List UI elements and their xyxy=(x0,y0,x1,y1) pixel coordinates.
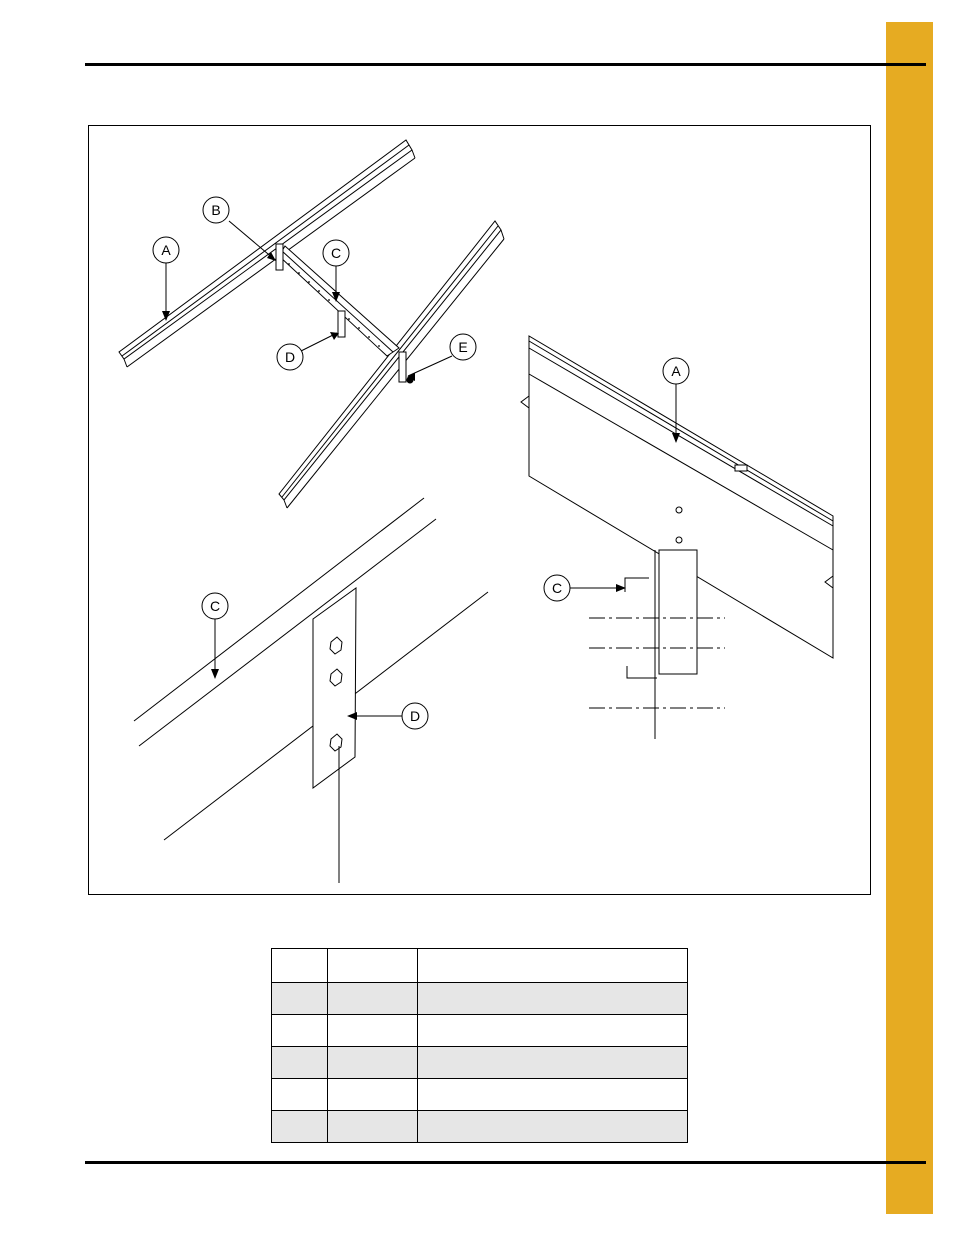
callout-d-detail-left-label: D xyxy=(409,708,421,724)
table-row xyxy=(272,1079,688,1111)
table-cell-description xyxy=(418,1015,688,1047)
table-row xyxy=(272,949,688,983)
callout-a-detail-right-label: A xyxy=(671,363,681,379)
callout-e-top-label: E xyxy=(458,339,468,355)
callout-c-detail-right-label: C xyxy=(551,580,563,596)
table-cell-description xyxy=(418,949,688,983)
callout-c-detail-left-label: C xyxy=(209,598,221,614)
table-row xyxy=(272,1111,688,1143)
table-row xyxy=(272,983,688,1015)
table-cell-part xyxy=(328,1047,418,1079)
table-cell-ref xyxy=(272,1015,328,1047)
table-cell-description xyxy=(418,983,688,1015)
assembly-figure xyxy=(88,125,871,895)
section-tab xyxy=(886,22,933,1214)
table-cell-ref xyxy=(272,1079,328,1111)
splice-plate-detail xyxy=(313,588,356,788)
callout-b-top-label: B xyxy=(211,202,221,218)
callout-c-top-label: C xyxy=(330,245,342,261)
table-cell-ref xyxy=(272,1111,328,1143)
table-row xyxy=(272,1047,688,1079)
table-cell-ref xyxy=(272,949,328,983)
table-cell-ref xyxy=(272,983,328,1015)
table-cell-part xyxy=(328,1111,418,1143)
rafter-lower xyxy=(279,221,501,500)
purlin-clip-e xyxy=(399,352,406,382)
parts-table xyxy=(271,948,688,1143)
splice-plate-d xyxy=(338,311,345,337)
table-cell-description xyxy=(418,1111,688,1143)
assembly-drawing xyxy=(89,126,872,896)
purlin-bracket xyxy=(659,550,697,674)
footer-rule xyxy=(85,1161,926,1164)
table-cell-description xyxy=(418,1047,688,1079)
purlin-clip-b xyxy=(276,244,283,270)
callout-a-top-label: A xyxy=(161,242,171,258)
table-cell-part xyxy=(328,983,418,1015)
table-cell-ref xyxy=(272,1047,328,1079)
header-rule xyxy=(85,63,926,66)
table-cell-description xyxy=(418,1079,688,1111)
table-row xyxy=(272,1015,688,1047)
callout-d-top-label: D xyxy=(284,349,296,365)
table-cell-part xyxy=(328,1079,418,1111)
table-cell-part xyxy=(328,1015,418,1047)
table-cell-part xyxy=(328,949,418,983)
